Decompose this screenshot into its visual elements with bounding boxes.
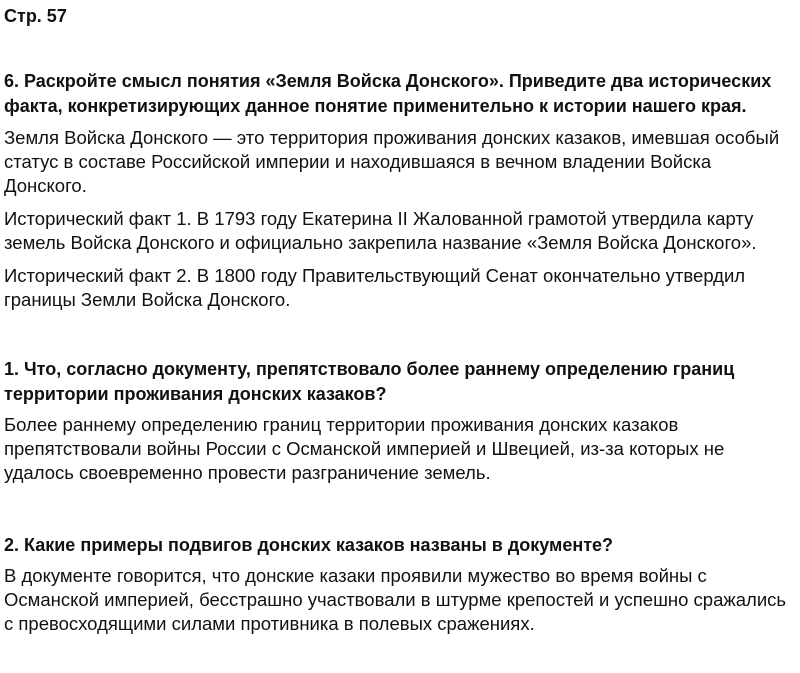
answer-definition: Земля Войска Донского — это территория проживания донских казаков, имевшая особый статус в составе Российской империи и находившаяся в вечном владении Войска Донского.: [4, 127, 780, 196]
answer-fact-1: Исторический факт 1. В 1793 году Екатерина II Жалованной грамотой утвердила карту земель Войска Донского и официально закрепила название «Земля Войска Донского».: [4, 208, 757, 253]
document-page: [4, 0, 798, 636]
question-2: 2. Какие примеры подвигов донских казаков названы в документе?: [4, 535, 614, 555]
question-1: 1. Что, согласно документу, препятствовало более раннему определению границ территории проживания донских казаков?: [4, 359, 735, 404]
answer-question-1: Более раннему определению границ территории проживания донских казаков препятствовали войны России с Османской империей и Швецией, из-за которых не удалось своевременно провести разграничение земель.: [4, 414, 725, 483]
answer-question-2: В документе говорится, что донские казаки проявили мужество во время войны с Османской империей, бесстрашно участвовали в штурме крепостей и успешно сражались с превосходящими силами противника в полевых сражениях.: [4, 565, 787, 634]
question-6: 6. Раскройте смысл понятия «Земля Войска Донского». Приведите два исторических факта, конкретизирующих данное понятие применительно к истории нашего края.: [4, 71, 772, 116]
answer-fact-2: Исторический факт 2. В 1800 году Правительствующий Сенат окончательно утвердил границы Земли Войска Донского.: [4, 265, 746, 310]
page-number: Стр. 57: [4, 6, 67, 26]
